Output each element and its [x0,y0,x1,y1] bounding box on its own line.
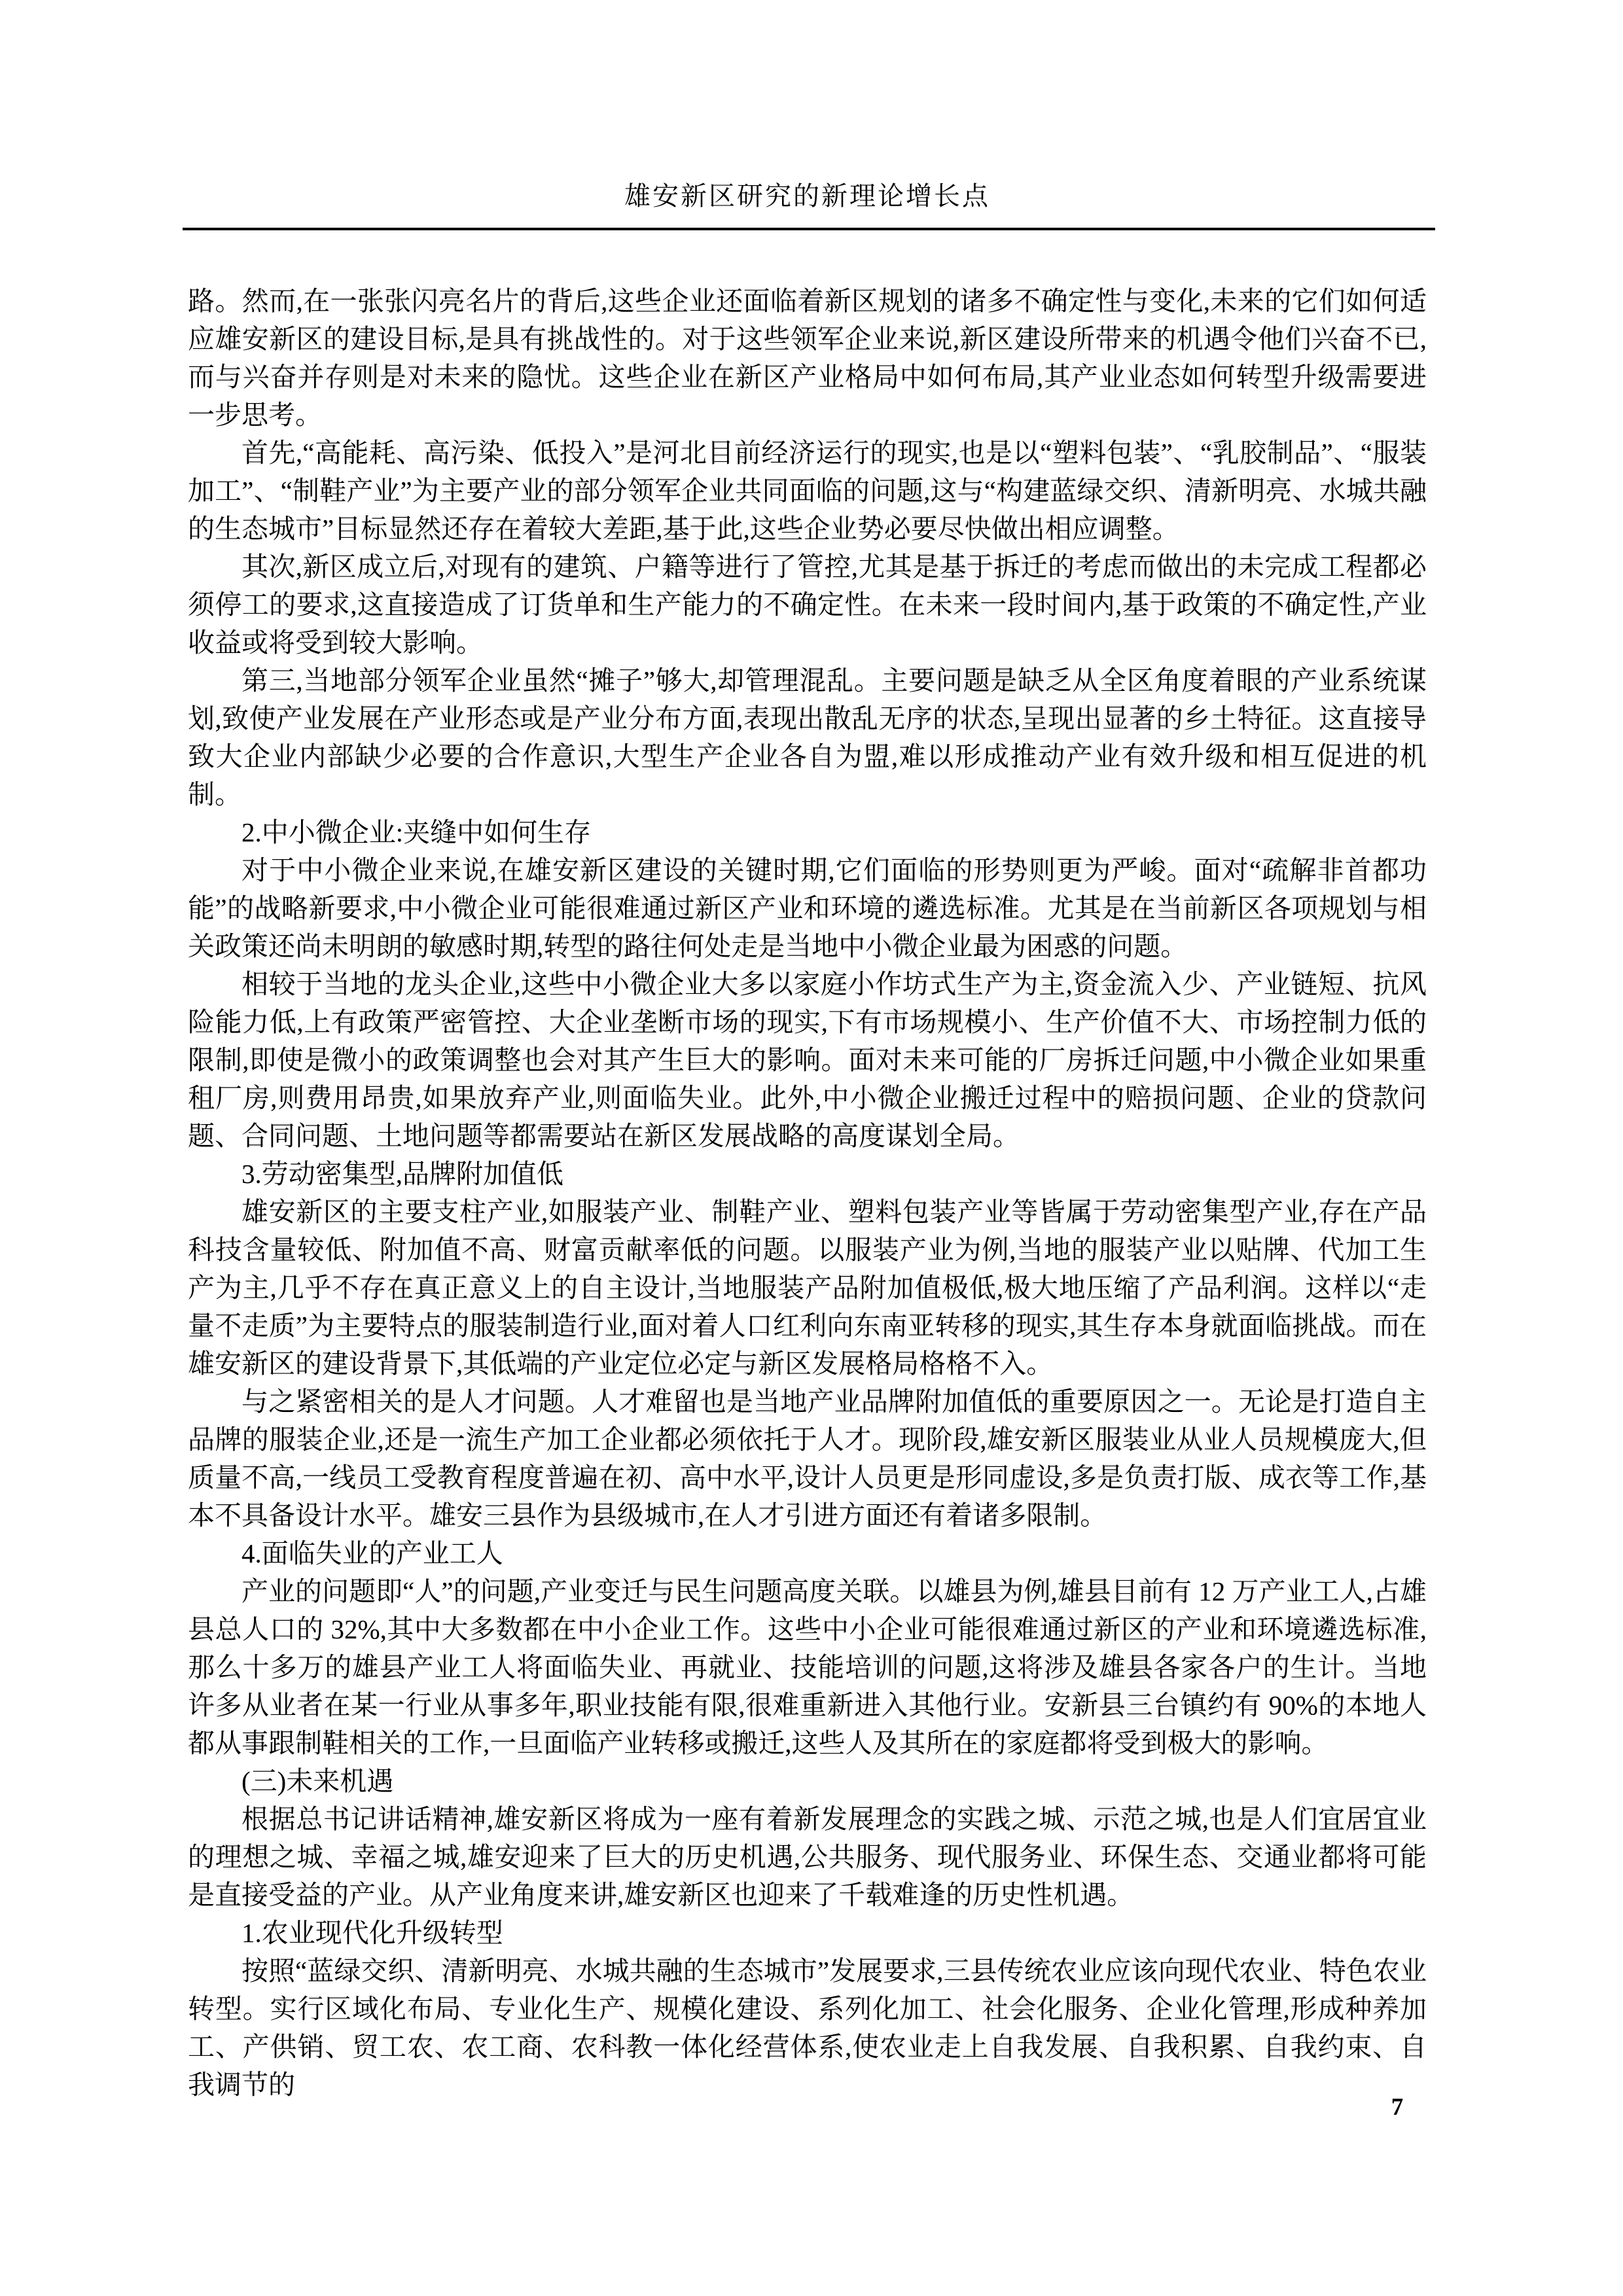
running-head-title: 雄安新区研究的新理论增长点 [624,181,990,211]
body-paragraph: 第三,当地部分领军企业虽然“摊子”够大,却管理混乱。主要问题是缺乏从全区角度着眼的产业系统谋划,致使产业发展在产业形态或是产业分布方面,表现出散乱无序的状态,呈现出显著的乡土特征。这直接导致大企业内部缺少必要的合作意识,大型生产企业各自为盟,难以形成推动产业有效升级和相互促进的机制。 [188,665,1427,809]
body-paragraph: 根据总书记讲话精神,雄安新区将成为一座有着新发展理念的实践之城、示范之城,也是人们宜居宜业的理想之城、幸福之城,雄安迎来了巨大的历史机遇,公共服务、现代服务业、环保生态、交通业都将可能是直接受益的产业。从产业角度来讲,雄安新区也迎来了千载难逢的历史性机遇。 [188,1804,1427,1910]
body-paragraph: 首先,“高能耗、高污染、低投入”是河北目前经济运行的现实,也是以“塑料包装”、“乳胶制品”、“服装加工”、“制鞋产业”为主要产业的部分领军企业共同面临的问题,这与“构建蓝绿交织、清新明亮、水城共融的生态城市”目标显然还存在着较大差距,基于此,这些企业势必要尽快做出相应调整。 [188,438,1427,544]
body-paragraph: 对于中小微企业来说,在雄安新区建设的关键时期,它们面临的形势则更为严峻。面对“疏解非首都功能”的战略新要求,中小微企业可能很难通过新区产业和环境的遴选标准。尤其是在当前新区各项规划与相关政策还尚未明朗的敏感时期,转型的路往何处走是当地中小微企业最为困惑的问题。 [188,855,1427,961]
section-heading: 4.面临失业的产业工人 [241,1538,503,1568]
body-paragraph: 按照“蓝绿交织、清新明亮、水城共融的生态城市”发展要求,三县传统农业应该向现代农业、特色农业转型。实行区域化布局、专业化生产、规模化建设、系列化加工、社会化服务、企业化管理,形成种养加工、产供销、贸工农、农工商、农科教一体化经营体系,使农业走上自我发展、自我积累、自我约束、自我调节的 [188,1956,1427,2100]
header-divider-rule [183,228,1435,230]
page-number: 7 [1391,2094,1404,2121]
body-paragraph: 相较于当地的龙头企业,这些中小微企业大多以家庭小作坊式生产为主,资金流入少、产业链短、抗风险能力低,上有政策严密管控、大企业垄断市场的现实,下有市场规模小、生产价值不大、市场控制力低的限制,即使是微小的政策调整也会对其产生巨大的影响。面对未来可能的厂房拆迁问题,中小微企业如果重租厂房,则费用昂贵,如果放弃产业,则面临失业。此外,中小微企业搬迁过程中的赔损问题、企业的贷款问题、合同问题、土地问题等都需要站在新区发展战略的高度谋划全局。 [188,969,1427,1151]
body-paragraph: 雄安新区的主要支柱产业,如服装产业、制鞋产业、塑料包装产业等皆属于劳动密集型产业,存在产品科技含量较低、附加值不高、财富贡献率低的问题。以服装产业为例,当地的服装产业以贴牌、代加工生产为主,几乎不存在真正意义上的自主设计,当地服装产品附加值极低,极大地压缩了产品利润。这样以“走量不走质”为主要特点的服装制造行业,面对着人口红利向东南亚转移的现实,其生存本身就面临挑战。而在雄安新区的建设背景下,其低端的产业定位必定与新区发展格局格格不入。 [188,1197,1427,1379]
section-heading: 1.农业现代化升级转型 [241,1918,503,1948]
body-paragraph: 路。然而,在一张张闪亮名片的背后,这些企业还面临着新区规划的诸多不确定性与变化,未来的它们如何适应雄安新区的建设目标,是具有挑战性的。对于这些领军企业来说,新区建设所带来的机遇令他们兴奋不已,而与兴奋并存则是对未来的隐忧。这些企业在新区产业格局中如何布局,其产业业态如何转型升级需要进一步思考。 [188,286,1427,430]
body-paragraph: 与之紧密相关的是人才问题。人才难留也是当地产业品牌附加值低的重要原因之一。无论是打造自主品牌的服装企业,还是一流生产加工企业都必须依托于人才。现阶段,雄安新区服装业从业人员规模庞大,但质量不高,一线员工受教育程度普遍在初、高中水平,设计人员更是形同虚设,多是负责打版、成衣等工作,基本不具备设计水平。雄安三县作为县级城市,在人才引进方面还有着诸多限制。 [188,1386,1427,1530]
section-heading: (三)未来机遇 [241,1766,394,1796]
section-heading: 3.劳动密集型,品牌附加值低 [241,1159,563,1189]
body-paragraph: 其次,新区成立后,对现有的建筑、户籍等进行了管控,尤其是基于拆迁的考虑而做出的未完成工程都必须停工的要求,这直接造成了订货单和生产能力的不确定性。在未来一段时间内,基于政策的不确定性,产业收益或将受到较大影响。 [188,552,1427,658]
section-heading: 2.中小微企业:夹缝中如何生存 [241,817,592,847]
document-body [188,282,1427,2104]
body-paragraph: 产业的问题即“人”的问题,产业变迁与民生问题高度关联。以雄县为例,雄县目前有 12 万产业工人,占雄县总人口的 32%,其中大多数都在中小企业工作。这些中小企业可能很难通过新区的产业和环境遴选标准,那么十多万的雄县产业工人将面临失业、再就业、技能培训的问题,这将涉及雄县各家各户的生计。当地许多从业者在某一行业从事多年,职业技能有限,很难重新进入其他行业。安新县三台镇约有 90%的本地人都从事跟制鞋相关的工作,一旦面临产业转移或搬迁,这些人及其所在的家庭都将受到极大的影响。 [188,1576,1427,1758]
